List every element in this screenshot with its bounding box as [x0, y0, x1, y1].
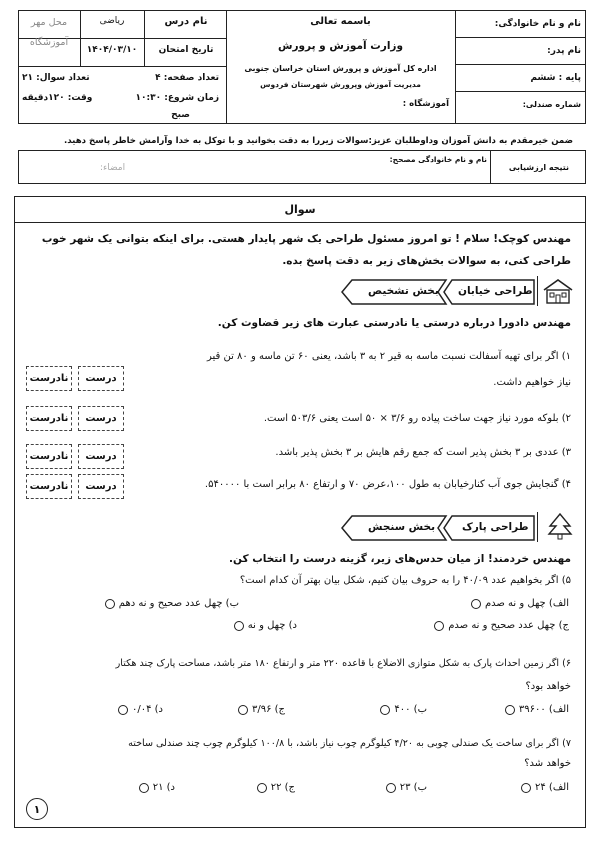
page-count: تعداد صفحه: ۴	[155, 73, 219, 83]
radio-circle-icon[interactable]	[380, 705, 390, 715]
q4-false[interactable]: نادرست	[26, 474, 72, 499]
q7-line-2: خواهد شد؟	[524, 758, 571, 769]
q6-line-2: خواهد بود؟	[525, 681, 571, 692]
tag-detection: بخش تشخیص	[368, 285, 439, 297]
intro-line-2: طراحی کنی، به سوالات بخش‌های زیر به دقت پاسخ بده.	[282, 255, 571, 267]
q7-line-1: ۷) اگر برای ساخت یک صندلی چوبی به ۴/۲۰ کیلوگرم چوب نیاز باشد، با ۱۰۰/۸ کیلوگرم چوب چند صندلی ساخته	[128, 738, 571, 749]
tag-assessment: بخش سنجش	[368, 521, 436, 533]
tag-park-design: طراحی پارک	[462, 521, 529, 533]
radio-circle-icon[interactable]	[521, 783, 531, 793]
father-name-label: نام پدر:	[547, 46, 581, 56]
section-title: سوال	[284, 203, 316, 216]
result-label: نتیجه ارزشیابی	[508, 163, 569, 172]
stamp-line-1: محل مهر	[30, 17, 68, 28]
q1-line-2: نیاز خواهیم داشت.	[493, 377, 571, 388]
signature-label: امضاء:	[100, 163, 126, 173]
radio-circle-icon[interactable]	[386, 783, 396, 793]
q1-true[interactable]: درست	[78, 366, 124, 391]
radio-circle-icon[interactable]	[257, 783, 267, 793]
page-number: ۱	[26, 798, 48, 820]
radio-circle-icon[interactable]	[434, 621, 444, 631]
stamp-line-2: آموزشگاه	[29, 37, 69, 48]
q2-true[interactable]: درست	[78, 406, 124, 431]
seat-number-label: شماره صندلی:	[522, 100, 581, 109]
section1-instruction: مهندس دادورا درباره درستی یا نادرستی عبارت های زیر قضاوت کن.	[217, 317, 571, 329]
q3-text: ۳) عددی بر ۳ بخش پذیر است که جمع رقم هایش بر ۳ بخش پذیر باشد.	[275, 447, 571, 458]
q3-false[interactable]: نادرست	[26, 444, 72, 469]
exam-date-label: تاریخ امتحان	[158, 45, 214, 55]
start-time-ampm: صبح	[171, 110, 190, 120]
grader-name-label: نام و نام خانوادگی مصحح:	[389, 155, 487, 164]
subject-value: ریاضی	[99, 16, 125, 26]
province-office: اداره کل آموزش و پرورش استان خراسان جنوبی	[244, 64, 437, 73]
q2-false[interactable]: نادرست	[26, 406, 72, 431]
bismillah: باسمه تعالی	[310, 16, 371, 27]
q7-option-d[interactable]: د) ۲۱	[139, 782, 175, 793]
student-name-label: نام و نام خانوادگی:	[494, 19, 581, 29]
q6-option-b[interactable]: ب) ۴۰۰	[380, 704, 427, 715]
q6-option-a[interactable]: الف) ۳۹۶۰۰	[505, 704, 569, 715]
q5-option-c[interactable]: ج) چهل عدد صحیح و نه صدم	[434, 620, 569, 631]
q6-option-d[interactable]: د) ۰/۰۴	[118, 704, 163, 715]
duration: وقت: ۱۲۰دقیقه	[22, 93, 93, 103]
q1-false[interactable]: نادرست	[26, 366, 72, 391]
radio-circle-icon[interactable]	[118, 705, 128, 715]
q5-option-d[interactable]: د) چهل و نه	[234, 620, 297, 631]
q3-true[interactable]: درست	[78, 444, 124, 469]
q7-option-b[interactable]: ب) ۲۳	[386, 782, 427, 793]
exam-date-value: ۱۴۰۴/۰۳/۱۰	[86, 45, 138, 55]
radio-circle-icon[interactable]	[139, 783, 149, 793]
radio-circle-icon[interactable]	[238, 705, 248, 715]
radio-circle-icon[interactable]	[505, 705, 515, 715]
q1-line-1: ۱) اگر برای تهیه آسفالت نسبت ماسه به قیر ۲ به ۳ باشد، یعنی ۶۰ تن ماسه و ۸۰ تن قیر	[206, 351, 571, 362]
q7-option-c[interactable]: ج) ۲۲	[257, 782, 295, 793]
q5-option-b[interactable]: ب) چهل عدد صحیح و نه دهم	[105, 598, 239, 609]
radio-circle-icon[interactable]	[105, 599, 115, 609]
q5-option-a[interactable]: الف) چهل و نه صدم	[471, 598, 569, 609]
q5-text: ۵) اگر بخواهیم عدد ۴۰/۰۹ را به حروف بیان کنیم، شکل بیان بهتر آن کدام است؟	[239, 575, 571, 586]
question-count: تعداد سوال: ۲۱	[22, 73, 90, 83]
q7-option-a[interactable]: الف) ۲۴	[521, 782, 569, 793]
house-icon	[542, 278, 574, 304]
radio-circle-icon[interactable]	[471, 599, 481, 609]
start-time: زمان شروع: ۱۰:۳۰	[135, 93, 219, 103]
city-office: مدیریت آموزش وپرورش شهرستان فردوس	[260, 80, 421, 89]
tree-icon	[546, 512, 574, 540]
intro-line-1: مهندس کوچک! سلام ! تو امروز مسئول طراحی یک شهر پایدار هستی. برای اینکه بتوانی یک شهر خوب	[41, 233, 571, 245]
q6-line-1: ۶) اگر زمین احداث پارک به شکل متوازی الاضلاع با قاعده ۲۲۰ متر و ارتفاع ۱۸۰ متر باشد، مساحت پارک چند هکتار	[115, 658, 571, 669]
q6-option-c[interactable]: ج) ۳/۹۶	[238, 704, 285, 715]
section2-instruction: مهندس خردمند! از میان حدس‌های زیر، گزینه درست را انتخاب کن.	[229, 553, 571, 565]
grade-label: پایه : ششم	[530, 73, 581, 83]
radio-circle-icon[interactable]	[234, 621, 244, 631]
school-label: آموزشگاه :	[402, 99, 449, 109]
tag-street-design: طراحی خیابان	[458, 285, 533, 297]
ministry-title: وزارت آموزش و پرورش	[277, 40, 403, 52]
q4-true[interactable]: درست	[78, 474, 124, 499]
subject-label: نام درس	[164, 16, 208, 27]
q4-text: ۴) گنجایش جوی آب کنارخیابان به طول ۱۰۰،عرض ۷۰ و ارتفاع ۸۰ برابر است با ۵۴۰۰۰۰.	[204, 479, 571, 490]
q2-text: ۲) بلوکه مورد نیاز جهت ساخت پیاده رو ۳/۶ × ۵۰ است یعنی ۵۰۳/۶ است.	[263, 413, 571, 424]
stamp-area	[18, 13, 80, 65]
welcome-text: ضمن خیرمقدم به دانش آموزان وداوطلبان عزیز:سوالات زیررا به دقت بخوانید و با توکل به خدا وآرامش خاطر پاسخ دهید.	[63, 136, 573, 146]
